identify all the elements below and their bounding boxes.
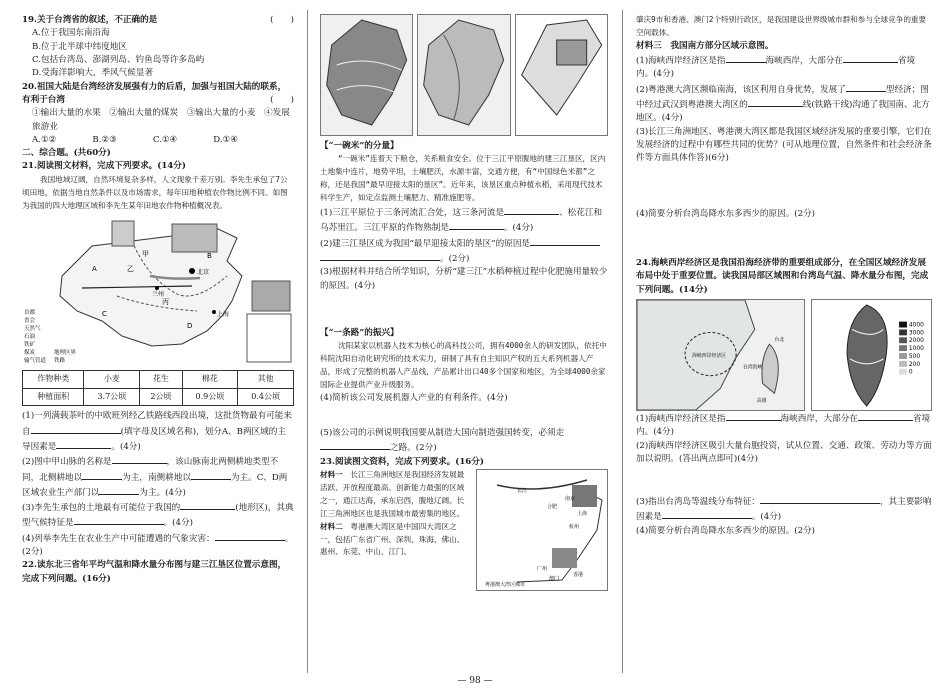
column-divider [622,10,623,673]
q20-stem: 20.祖国大陆是台湾经济发展强有力的后盾，加强与祖国大陆的联系，有利于台湾 ( ) [22,81,294,105]
precipitation-map [417,14,510,136]
greater-bay-area [552,548,577,568]
map-label: 台湾海峡 [742,364,763,371]
material-2-continued: 肇庆9市和香港、澳门2个特别行政区，是我国建设世界级城市群和参与全球竞争的重要空间载体。 [636,15,927,37]
q24-sub1: (1)海峡西岸经济区是指 海峡西岸，大部分在 省境内。(4分) [636,411,932,440]
answer-blank[interactable] [846,82,886,92]
svg-text:4000: 4000 [908,322,924,329]
q19-option: D.受海洋影响大，季风气候显著 [32,68,154,79]
answer-space[interactable] [320,293,608,323]
svg-text:3000: 3000 [908,330,924,337]
column-3 [636,14,932,538]
answer-blank[interactable] [760,494,880,504]
svg-text:石油: 石油 [24,334,36,341]
answer-space[interactable] [636,466,932,494]
q23-sub1: (1)海峡西岸经济区是指 海峡西岸，大部分在 省境内。(4分) [636,53,932,82]
svg-text:铁路: 铁路 [54,358,66,365]
map-label: 高雄 [756,397,767,404]
material-3: 材料三 我国南方部分区域示意图。 [636,40,774,51]
column-2 [320,14,608,591]
temperature-map [320,14,413,136]
q19-option: B.位于北半球中纬度地区 [32,41,127,52]
crop-area-table: 作物种类 小麦 花生 棉花 其他 种植面积 3.7公顷 2公顷 0.9公顷 0.4公顷 [22,370,294,406]
answer-blank[interactable] [726,53,766,63]
map-label-jia: 甲 [142,250,149,259]
jiansanjiang-location-map [515,14,608,136]
answer-blank[interactable] [112,454,167,464]
answer-blank[interactable] [74,515,164,525]
northeast-maps [320,14,608,136]
map-label-lanzhou: 兰州 [152,291,165,299]
answer-blank[interactable] [191,470,231,480]
q22-stem: 22.读东北三省年平均气温和降水量分布图与建三江垦区位置示意图，完成下列问题。(16分) [22,560,287,584]
map-label-b: B [207,252,212,261]
q23-sub2: (2)粤港澳大湾区濒临南海，该区利用自身优势，发展了 型经济；图中经过武汉到粤港澳大湾区的 线(铁路干线)沟通了我国南、北方地区。(4分) [636,82,932,126]
field-photo [112,221,134,246]
answer-blank[interactable] [726,411,781,421]
answer-blank[interactable] [748,97,803,107]
map-label: 杭州 [569,524,580,530]
box1-paragraph: “一碗米”连着天下粮仓，关系粮食安全。位于三江平原腹地的建三江垦区，区内土地集中连片，地势平坦，土壤肥沃，水源丰富，交通方便，有“中国绿色米都”之称，还是我国“最早迎接太阳的垦区”。近年来，该垦区重点种植水稻，采用现代技术科学生产，如定点监测土壤肥力、精准施肥等。 [320,154,606,203]
q22-sub2: (2)建三江垦区成为我国“最早迎接太阳的垦区”的原因是。(2分) [320,236,608,267]
q22-sub4: (4)简析该公司发展机器人产业的有利条件。(4分) [320,392,508,403]
field-photo [172,224,217,252]
material-2: 材料二 粤港澳大湾区是中国四大湾区之一，包括广东省广州、深圳、珠海、佛山、惠州、东莞、中山、江门、 [320,521,465,557]
south-china-map [476,469,608,591]
q23-stem: 23.阅读图文资料，完成下列要求。(16分) [320,456,484,467]
yangtze-delta-area [572,485,597,507]
lanzhou-marker [155,286,159,290]
q24-sub4: (4)简要分析台湾岛降水东多西少的原因。(2分) [636,525,816,536]
map-label: 合肥 [547,504,558,510]
q21-sub3: (3)李先生承包的土地最有可能位于我国的 (地形区)，其典型气候特征是 。(4分) [22,500,294,531]
answer-space[interactable] [636,221,932,257]
answer-blank[interactable] [320,440,390,450]
map-label-a: A [92,265,97,274]
svg-text:输气管道: 输气管道 [24,358,47,365]
q23-sub3: (3)长江三角洲地区、粤港澳大湾区都是我国区域经济发展的重要引擎，它们在发展经济的过程中有哪些共同的优势？(可从地理位置，自然条件和社会经济条件等方面具体作答)(6分) [636,126,932,164]
beijing-marker [189,268,195,274]
china-regions-map [22,216,294,366]
map-label: 南京 [565,496,576,502]
answer-blank[interactable] [449,220,504,230]
field-photo [252,281,290,311]
map-label: 澳门 [549,576,560,582]
map-label-c: C [102,310,107,319]
taiwan-relief [847,305,887,406]
q21-sub2: (2)图中甲山脉的名称是 ，该山脉南北两侧耕地类型不同，北侧耕地以 为主，南侧耕地以 为主。C、D两区域农业生产部门以 为主。(4分) [22,454,294,500]
q21-stem: 21.阅读图文材料，完成下列要求。(14分) [22,161,186,172]
map-label: 台北 [774,337,785,344]
q21-paragraph: 我国地域辽阔，自然环境复杂多样，人文现象千差万别。李先生承包了7公顷田地，依据当地自然条件以及市场需求，每年田地种植农作物比例不同。如图为我国的四大地理区域和李先生某年田地农作物种植概况表。 [22,174,288,210]
map-label-yi: 乙 [127,265,134,274]
q23-materials [320,469,608,591]
answer-blank[interactable] [82,470,122,480]
map-label-beijing: 北京 [197,269,210,277]
q20-options: A.①② B.②③ C.①④ D.①④ [32,134,238,145]
map-label-d: D [187,322,193,331]
map-label-bing: 丙 [162,298,169,307]
svg-text:500: 500 [908,353,920,360]
q21-sub1: (1)一列满载茶叶的中欧班列经乙铁路线西段出境，这批货物最有可能来自 (填字母及区域名称)，划分A、B两区域的主导因素是 。(4分) [22,411,292,452]
q22-sub3: (3)根据材料并结合所学知识，分析“建三江”水稻种植过程中化肥施用量较少的原因。(4分) [320,267,608,291]
answer-space[interactable] [636,166,932,208]
svg-text:省会: 省会 [24,318,36,325]
west-strait-map [636,299,805,411]
svg-text:200: 200 [908,361,920,368]
box2-title: 【“一条路”的振兴】 [320,327,399,338]
map-legend [24,308,77,364]
q23-sub4: (4)简要分析台湾岛降水东多西少的原因。(2分) [636,208,816,219]
map-label: 广州 [537,566,548,572]
q20-items: ①输出大量的水果 ②输出大量的煤炭 ③输出大量的小麦 ④发展旅游业 [32,108,290,132]
map-label: 上海 [577,511,588,517]
q22-sub5: (5)该公司的示例说明我国要从制造大国向制造强国转变，必须走之路。(2分) [320,428,565,454]
answer-blank[interactable] [504,205,559,215]
map-label: 香港 [573,572,584,578]
map-label: 粤港澳大湾区城市 [485,582,526,588]
answer-blank[interactable] [530,236,600,246]
map-label: 长江 [517,488,528,494]
answer-blank[interactable] [31,424,121,434]
q24-maps [636,299,932,411]
q24-sub3: (3)指出台湾岛等温线分布特征： ，其主要影响因素是 。(4分) [636,494,932,525]
q19-option: A.位于我国东南沿海 [32,28,110,39]
q22-sub1: (1)三江平原位于三条河流汇合处，这三条河流是 、松花江和乌苏里江。三江平原的作物熟制是 。(4分) [320,205,608,236]
q19-option: C.包括台湾岛、澎湖列岛、钓鱼岛等许多岛屿 [32,54,205,65]
column-divider [307,10,308,673]
svg-text:首都: 首都 [24,310,36,317]
page-number: — 98 — [457,676,493,687]
material-1: 材料一 长江三角洲地区是我国经济发展最活跃、开放程度最高、创新能力最强的区域之一，通江达海，承东启西，腹地辽阔。长江三角洲地区也是我国城市最密集的地区。 [320,470,465,518]
q21-sub4: (4)列举李先生在农业生产中可能遭遇的气象灾害： 。(2分) [22,531,294,560]
svg-text:0: 0 [908,369,913,376]
q24-sub2: (2)海峡西岸经济区吸引大量台胞投资，试从位置、交通、政策、劳动力等方面加以说明。(答出两点即可)(4分) [636,440,932,464]
taiwan-climate-map [811,299,932,411]
answer-blank[interactable] [843,53,898,63]
section-heading: 二、综合题。(共60分) [22,148,111,159]
svg-text:地理区界: 地理区界 [54,350,77,357]
map-label: 海峡西岸经济区 [691,352,727,359]
answer-blank[interactable] [662,509,752,519]
answer-blank[interactable] [180,500,235,510]
answer-blank[interactable] [215,531,285,541]
svg-text:铁矿: 铁矿 [24,342,36,349]
shanghai-marker [212,310,216,314]
answer-blank[interactable] [56,439,111,449]
box1-title: 【“一碗米”的分量】 [320,141,399,151]
box2-paragraph: 沈阳某家以机器人技术为核心的高科技公司，拥有4000余人的研发团队，依托中科院沈阳自动化研究所的技术实力，研制了具有自主知识产权的五大系列机器人产品，形成了完整的机器人产品线，产品累计出口40多个国家和地区，为全球4000余家国际企业提供产业升级服务。 [320,341,607,389]
svg-text:煤炭: 煤炭 [24,350,36,357]
south-sea-inset [247,314,291,362]
taiwan-shape [762,344,778,393]
svg-text:天然气: 天然气 [24,326,41,333]
q19-stem: 19.关于台湾省的叙述，不正确的是 ( ) [22,15,294,25]
answer-blank[interactable] [320,251,440,261]
answer-space[interactable] [320,405,608,427]
answer-blank[interactable] [99,485,139,495]
q24-stem: 24.海峡西岸经济区是我国沿海经济带的重要组成部分，在全国区域经济发展布局中处于重要位置。读我国局部区域图和台湾岛气温、降水量分布图，完成下列问题。(14分) [636,257,929,295]
map-label-shanghai: 上海 [217,311,230,319]
svg-text:2000: 2000 [908,338,924,345]
column-1 [22,14,294,586]
elevation-legend [899,321,924,375]
svg-text:1000: 1000 [908,345,924,352]
answer-blank[interactable] [858,411,913,421]
